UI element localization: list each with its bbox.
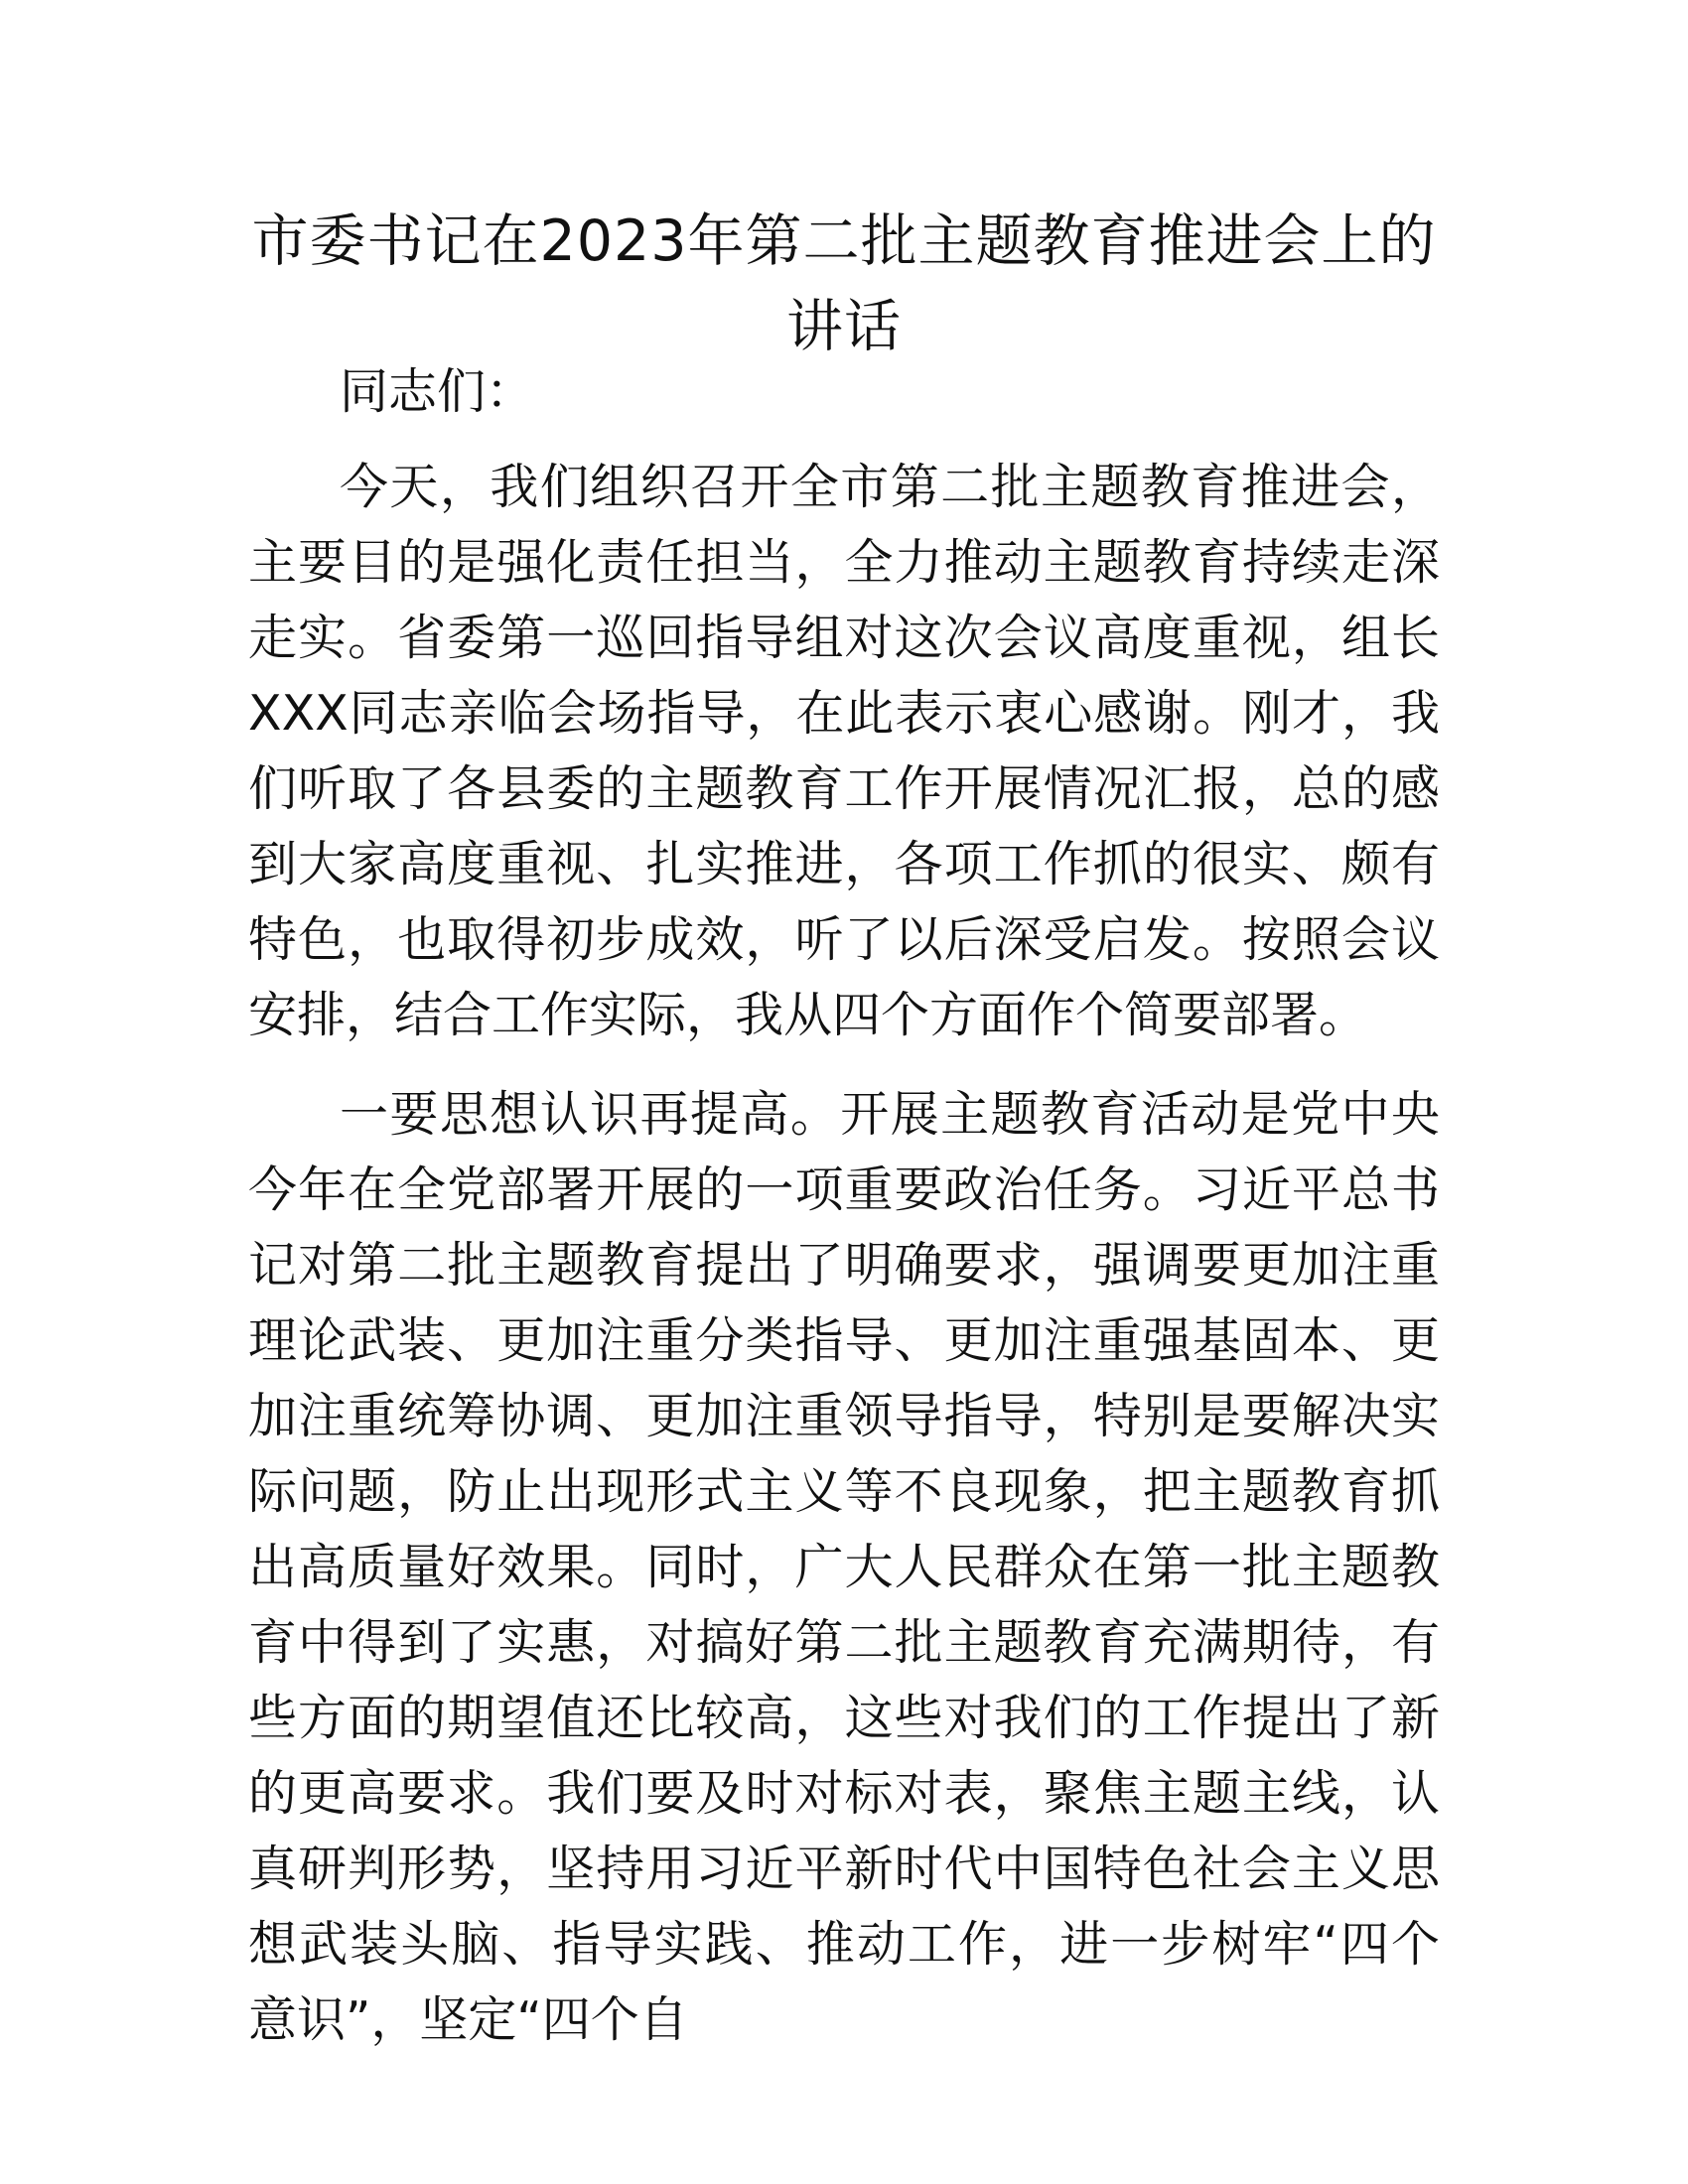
paragraph-point-one: 一要思想认识再提高。开展主题教育活动是党中央今年在全党部署开展的一项重要政治任务。习近平总书记对第二批主题教育提出了明确要求，强调要更加注重理论武装、更加注重分类指导、更加注重强基固本、更加注重统筹协调、更加注重领导指导，特别是要解决实际问题，防止出现形式主义等不良现象，把主题教育抓出高质量好效果。同时，广大人民群众在第一批主题教育中得到了实惠，对搞好第二批主题教育充满期待，有些方面的期望值还比较高，这些对我们的工作提出了新的更高要求。我们要及时对标对表，聚焦主题主线，认真研判形势，坚持用习近平新时代中国特色社会主义思想武装头脑、指导实践、推动工作，进一步树牢“四个意识”，坚定“四个自 <box>248 1086 1440 2048</box>
document-title: 市委书记在2023年第二批主题教育推进会上的讲话 <box>251 208 1437 359</box>
salutation: 同志们： <box>340 363 535 420</box>
paragraph-opening: 今天，我们组织召开全市第二批主题教育推进会，主要目的是强化责任担当，全力推动主题教育持续走深走实。省委第一巡回指导组对这次会议高度重视，组长XXX同志亲临会场指导，在此表示衷心感谢。刚才，我们听取了各县委的主题教育工作开展情况汇报，总的感到大家高度重视、扎实推进，各项工作抓的很实、颇有特色，也取得初步成效，听了以后深受启发。按照会议安排，结合工作实际，我从四个方面作个简要部署。 <box>248 459 1440 1043</box>
document-body <box>248 354 1440 2082</box>
